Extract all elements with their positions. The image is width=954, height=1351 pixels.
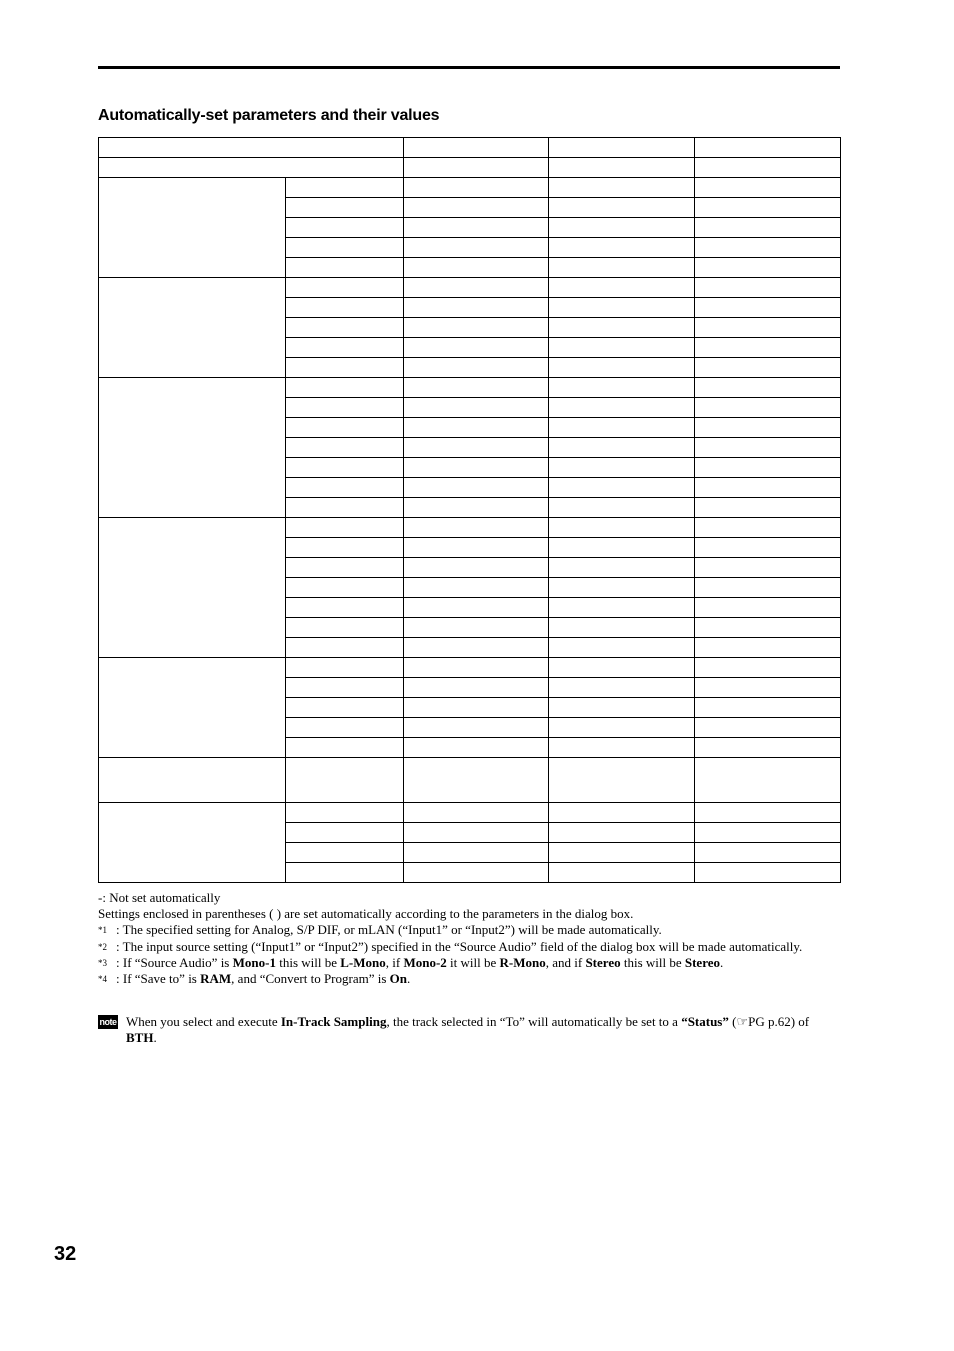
footnote-1-text: : The specified setting for Analog, S/P DIF, or mLAN (“Input1” or “Input2”) will be made automatically. xyxy=(116,922,662,938)
value-cell xyxy=(404,498,549,518)
value-cell xyxy=(695,843,841,863)
group-label-cell xyxy=(99,378,286,518)
value-cell xyxy=(549,658,695,678)
value-cell xyxy=(404,258,549,278)
value-cell xyxy=(549,238,695,258)
value-cell xyxy=(404,518,549,538)
value-cell xyxy=(695,518,841,538)
value-cell xyxy=(695,658,841,678)
value-cell xyxy=(549,418,695,438)
value-cell xyxy=(404,758,549,803)
parameter-cell xyxy=(286,758,404,803)
footnote-2-mark: *2 xyxy=(98,941,107,952)
parameter-cell xyxy=(286,478,404,498)
value-cell xyxy=(549,863,695,883)
value-cell xyxy=(695,538,841,558)
parameter-cell xyxy=(286,658,404,678)
value-cell xyxy=(695,418,841,438)
value-cell xyxy=(549,558,695,578)
value-cell xyxy=(695,318,841,338)
header-label-cell xyxy=(99,138,404,158)
parameter-cell xyxy=(286,418,404,438)
parameter-cell xyxy=(286,558,404,578)
value-cell xyxy=(404,678,549,698)
value-cell xyxy=(695,258,841,278)
value-cell xyxy=(695,803,841,823)
footnote-1 xyxy=(98,922,842,938)
header-value-cell xyxy=(695,158,841,178)
page-number: 32 xyxy=(54,1243,77,1265)
value-cell xyxy=(695,278,841,298)
header-value-cell xyxy=(549,138,695,158)
value-cell xyxy=(695,478,841,498)
table-row xyxy=(99,378,841,398)
parameter-cell xyxy=(286,718,404,738)
value-cell xyxy=(404,198,549,218)
value-cell xyxy=(404,578,549,598)
parameter-cell xyxy=(286,578,404,598)
value-cell xyxy=(695,498,841,518)
value-cell xyxy=(404,338,549,358)
value-cell xyxy=(549,358,695,378)
parameter-cell xyxy=(286,538,404,558)
value-cell xyxy=(549,823,695,843)
value-cell xyxy=(695,618,841,638)
value-cell xyxy=(549,338,695,358)
parameter-cell xyxy=(286,738,404,758)
table-row xyxy=(99,158,841,178)
value-cell xyxy=(549,803,695,823)
value-cell xyxy=(404,418,549,438)
value-cell xyxy=(404,638,549,658)
footnote-2 xyxy=(98,939,842,955)
value-cell xyxy=(404,478,549,498)
parameter-cell xyxy=(286,618,404,638)
value-cell xyxy=(549,398,695,418)
value-cell xyxy=(695,558,841,578)
parameter-cell xyxy=(286,438,404,458)
value-cell xyxy=(549,678,695,698)
value-cell xyxy=(695,218,841,238)
table-row xyxy=(99,518,841,538)
group-label-cell xyxy=(99,518,286,658)
footnote-parentheses: Settings enclosed in parentheses ( ) are set automatically according to the parameters in the dialog box. xyxy=(98,906,634,922)
value-cell xyxy=(549,498,695,518)
value-cell xyxy=(695,458,841,478)
value-cell xyxy=(404,358,549,378)
value-cell xyxy=(404,843,549,863)
parameter-cell xyxy=(286,843,404,863)
value-cell xyxy=(404,238,549,258)
parameter-cell xyxy=(286,358,404,378)
value-cell xyxy=(695,238,841,258)
group-label-cell xyxy=(99,278,286,378)
parameter-cell xyxy=(286,178,404,198)
parameter-cell xyxy=(286,598,404,618)
value-cell xyxy=(404,538,549,558)
header-value-cell xyxy=(549,158,695,178)
table-row xyxy=(99,278,841,298)
value-cell xyxy=(695,638,841,658)
value-cell xyxy=(549,318,695,338)
value-cell xyxy=(549,438,695,458)
parameter-cell xyxy=(286,198,404,218)
parameter-cell xyxy=(286,863,404,883)
value-cell xyxy=(549,258,695,278)
value-cell xyxy=(404,803,549,823)
value-cell xyxy=(695,398,841,418)
value-cell xyxy=(549,178,695,198)
value-cell xyxy=(549,458,695,478)
table-row xyxy=(99,803,841,823)
value-cell xyxy=(549,218,695,238)
value-cell xyxy=(549,598,695,618)
value-cell xyxy=(404,438,549,458)
note-text: When you select and execute In-Track Sampling, the track selected in “To” will automatically be set to a “Status” (☞PG p.62) of BTH. xyxy=(126,1014,810,1046)
value-cell xyxy=(404,378,549,398)
value-cell xyxy=(404,863,549,883)
value-cell xyxy=(404,658,549,678)
value-cell xyxy=(404,558,549,578)
value-cell xyxy=(549,718,695,738)
value-cell xyxy=(695,298,841,318)
table-row xyxy=(99,178,841,198)
value-cell xyxy=(549,478,695,498)
footnote-1-mark: *1 xyxy=(98,925,107,936)
footnote-3: $^{*3}$ : If “Source Audio” is Mono-1 this will be L-Mono, if Mono-2 it will be R-Mono, and if Stereo this will be Stereo. xyxy=(98,955,842,971)
value-cell xyxy=(549,578,695,598)
header-value-cell xyxy=(695,138,841,158)
parameter-cell xyxy=(286,238,404,258)
parameter-cell xyxy=(286,803,404,823)
value-cell xyxy=(695,598,841,618)
value-cell xyxy=(549,518,695,538)
section-title: Automatically-set parameters and their values xyxy=(98,107,440,124)
parameter-cell xyxy=(286,518,404,538)
parameter-cell xyxy=(286,298,404,318)
value-cell xyxy=(404,718,549,738)
footnote-4-mark: *4 xyxy=(98,974,107,985)
parameter-cell xyxy=(286,698,404,718)
parameters-table xyxy=(98,137,841,883)
value-cell xyxy=(549,538,695,558)
parameter-cell xyxy=(286,378,404,398)
group-label-cell xyxy=(99,803,286,883)
value-cell xyxy=(695,578,841,598)
value-cell xyxy=(695,758,841,803)
value-cell xyxy=(404,218,549,238)
header-label-cell xyxy=(99,158,404,178)
value-cell xyxy=(695,698,841,718)
value-cell xyxy=(404,298,549,318)
value-cell xyxy=(695,358,841,378)
value-cell xyxy=(695,378,841,398)
group-label-cell xyxy=(99,658,286,758)
footnote-2-text: : The input source setting (“Input1” or “Input2”) specified in the “Source Audio” field of the dialog box will be made automatically. xyxy=(116,938,803,954)
value-cell xyxy=(404,398,549,418)
value-cell xyxy=(404,618,549,638)
value-cell xyxy=(404,738,549,758)
header-value-cell xyxy=(404,158,549,178)
value-cell xyxy=(549,843,695,863)
parameter-cell xyxy=(286,498,404,518)
value-cell xyxy=(404,698,549,718)
parameter-cell xyxy=(286,318,404,338)
footnote-4: $^{*4}$ : If “Save to” is RAM, and “Convert to Program” is On. xyxy=(98,971,842,987)
value-cell xyxy=(404,598,549,618)
parameter-cell xyxy=(286,218,404,238)
parameter-cell xyxy=(286,258,404,278)
value-cell xyxy=(695,178,841,198)
table-row xyxy=(99,138,841,158)
value-cell xyxy=(404,278,549,298)
table-row xyxy=(99,658,841,678)
value-cell xyxy=(549,618,695,638)
value-cell xyxy=(549,698,695,718)
parameter-cell xyxy=(286,458,404,478)
value-cell xyxy=(404,318,549,338)
value-cell xyxy=(549,198,695,218)
parameter-cell xyxy=(286,338,404,358)
parameter-cell xyxy=(286,638,404,658)
value-cell xyxy=(549,738,695,758)
parameter-cell xyxy=(286,823,404,843)
value-cell xyxy=(695,863,841,883)
value-cell xyxy=(404,823,549,843)
value-cell xyxy=(549,758,695,803)
value-cell xyxy=(549,638,695,658)
note-block xyxy=(98,1014,842,1046)
value-cell xyxy=(549,278,695,298)
value-cell xyxy=(549,378,695,398)
parameter-cell xyxy=(286,278,404,298)
top-rule xyxy=(98,66,840,69)
value-cell xyxy=(695,718,841,738)
value-cell xyxy=(695,438,841,458)
value-cell xyxy=(695,823,841,843)
value-cell xyxy=(695,338,841,358)
value-cell xyxy=(404,458,549,478)
note-icon: note xyxy=(99,1017,117,1027)
header-value-cell xyxy=(404,138,549,158)
footnote-not-set: -: Not set automatically xyxy=(98,890,221,905)
value-cell xyxy=(695,678,841,698)
parameter-cell xyxy=(286,398,404,418)
value-cell xyxy=(404,178,549,198)
value-cell xyxy=(695,198,841,218)
table-row xyxy=(99,758,841,803)
group-label-cell xyxy=(99,758,286,803)
footnotes xyxy=(98,890,842,987)
group-label-cell xyxy=(99,178,286,278)
value-cell xyxy=(695,738,841,758)
parameter-cell xyxy=(286,678,404,698)
footnote-3-mark: *3 xyxy=(98,957,107,968)
value-cell xyxy=(549,298,695,318)
